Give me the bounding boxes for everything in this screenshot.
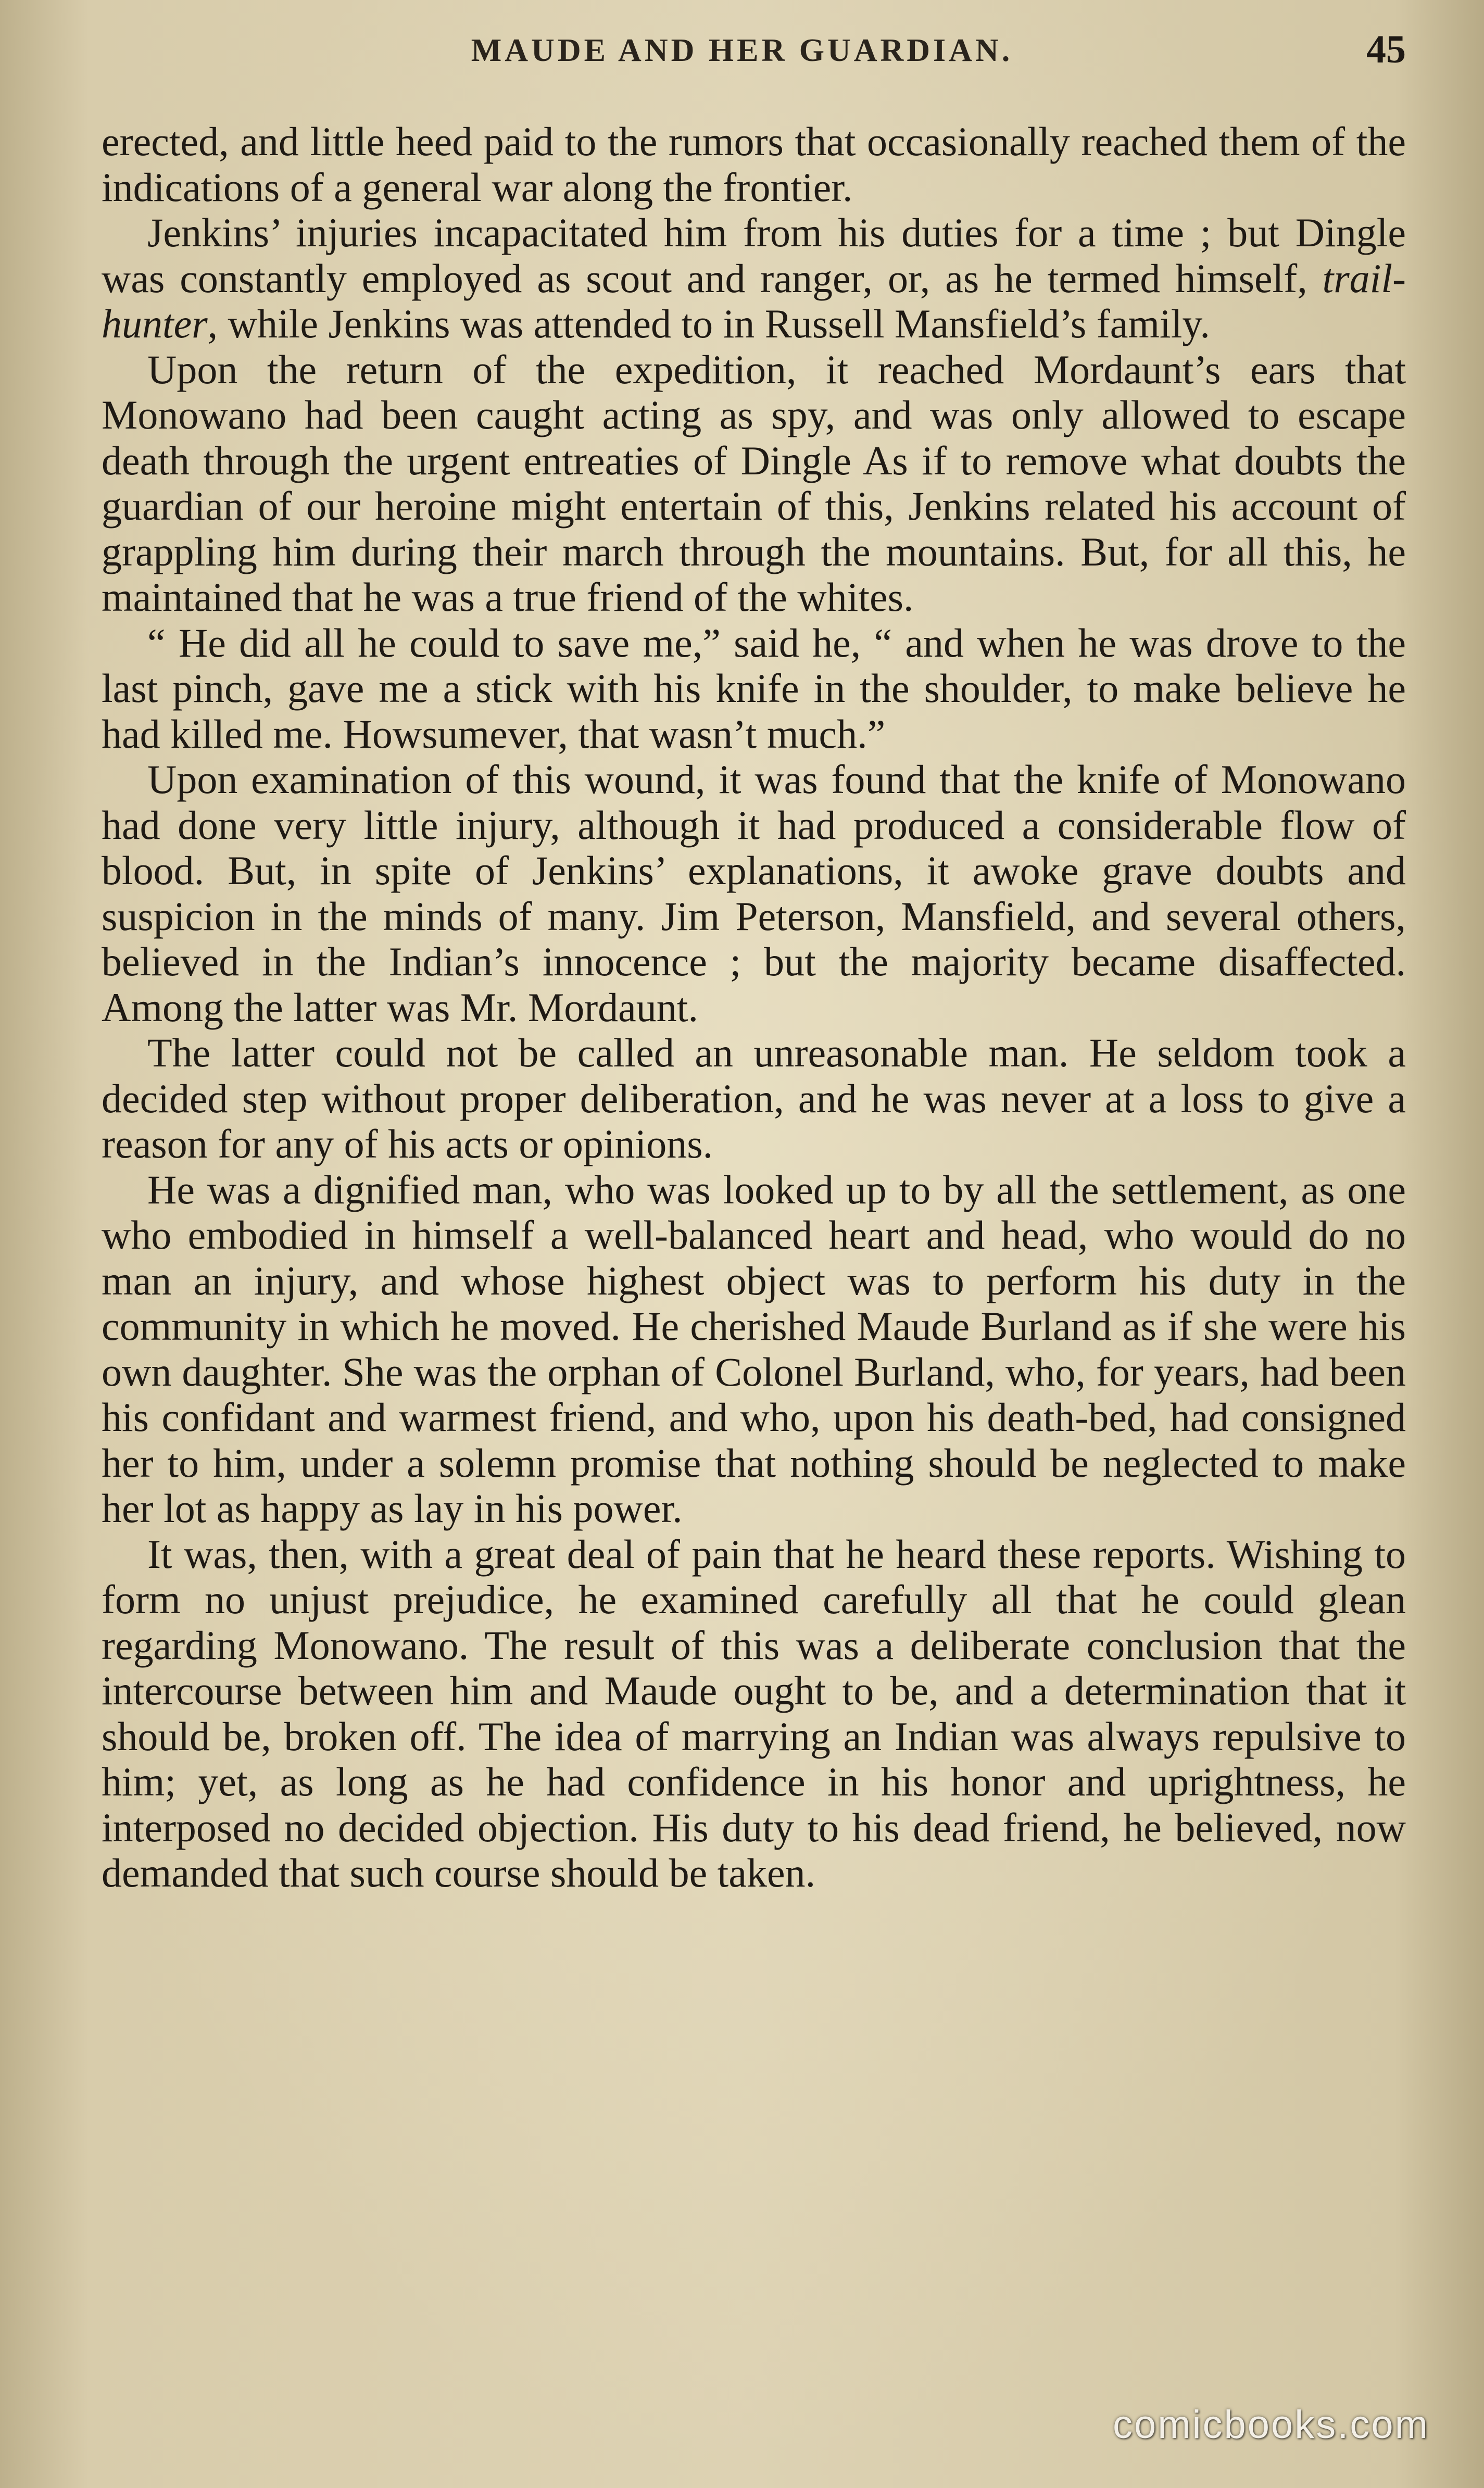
paragraph: He was a dignified man, who was looked up to by all the settlement, as one who embodied in himself a well-balanced heart and head, who would do no man an injury, and whose highest object was to perform his duty in the community in which he moved. He cherished Maude Burland as if she were his own daughter. She was the orphan of Colonel Burland, who, for years, had been his confidant and warmest friend, and who, upon his death-bed, had consigned her to him, under a solemn promise that nothing should be neglected to make her lot as happy as lay in his power. (102, 1166, 1406, 1531)
paragraph: erected, and little heed paid to the rumors that occasionally reached them of the indications of a general war along the frontier. (102, 119, 1406, 210)
paragraph: Upon the return of the expedition, it reached Mordaunt’s ears that Monowano had been caught acting as spy, and was only allowed to escape death through the urgent entreaties of Dingle As if to remove what doubts the guardian of our heroine might entertain of this, Jenkins related his account of grappling him during their march through the mountains. But, for all this, he maintained that he was a true friend of the whites. (102, 346, 1406, 620)
paragraph-text: , while Jenkins was attended to in Russell Mansfield’s family. (207, 301, 1210, 346)
paragraph: Upon examination of this wound, it was found that the knife of Monowano had done very little injury, although it had produced a considerable flow of blood. But, in spite of Jenkins’ explanations, it awoke grave doubts and suspicion in the minds of many. Jim Peterson, Mansfield, and several others, believed in the Indian’s innocence ; but the majority became disaffected. Among the latter was Mr. Mordaunt. (102, 757, 1406, 1030)
paragraph: The latter could not be called an unreasonable man. He seldom took a decided step without proper deliberation, and he was never at a loss to give a reason for any of his acts or opinions. (102, 1030, 1406, 1166)
paragraph: “ He did all he could to save me,” said he, “ and when he was drove to the last pinch, gave me a stick with his knife in the shoulder, to make believe he had killed me. Howsumever, that wasn’t much.” (102, 620, 1406, 757)
body-text (102, 119, 1406, 1896)
running-head: MAUDE AND HER GUARDIAN. (471, 33, 1013, 68)
italic-term: trail-hunter (102, 255, 1406, 346)
paragraph-text: Jenkins’ injuries incapacitated him from his duties for a time ; but Dingle was constantly employed as scout and ranger, or, as he termed himself, (102, 210, 1406, 301)
page-header (0, 27, 1484, 74)
paragraph: It was, then, with a great deal of pain that he heard these reports. Wishing to form no unjust prejudice, he examined carefully all that he could glean regarding Monowano. The result of this was a deliberate conclusion that the intercourse between him and Maude ought to be, and a determination that it should be, broken off. The idea of marrying an Indian was always repulsive to him; yet, as long as he had confidence in his honor and uprightness, he interposed no decided objection. His duty to his dead friend, he believed, now demanded that such course should be taken. (102, 1531, 1406, 1895)
site-watermark: comicbooks.com (1113, 2403, 1429, 2447)
page-number: 45 (1366, 28, 1406, 71)
paragraph (102, 210, 1406, 347)
